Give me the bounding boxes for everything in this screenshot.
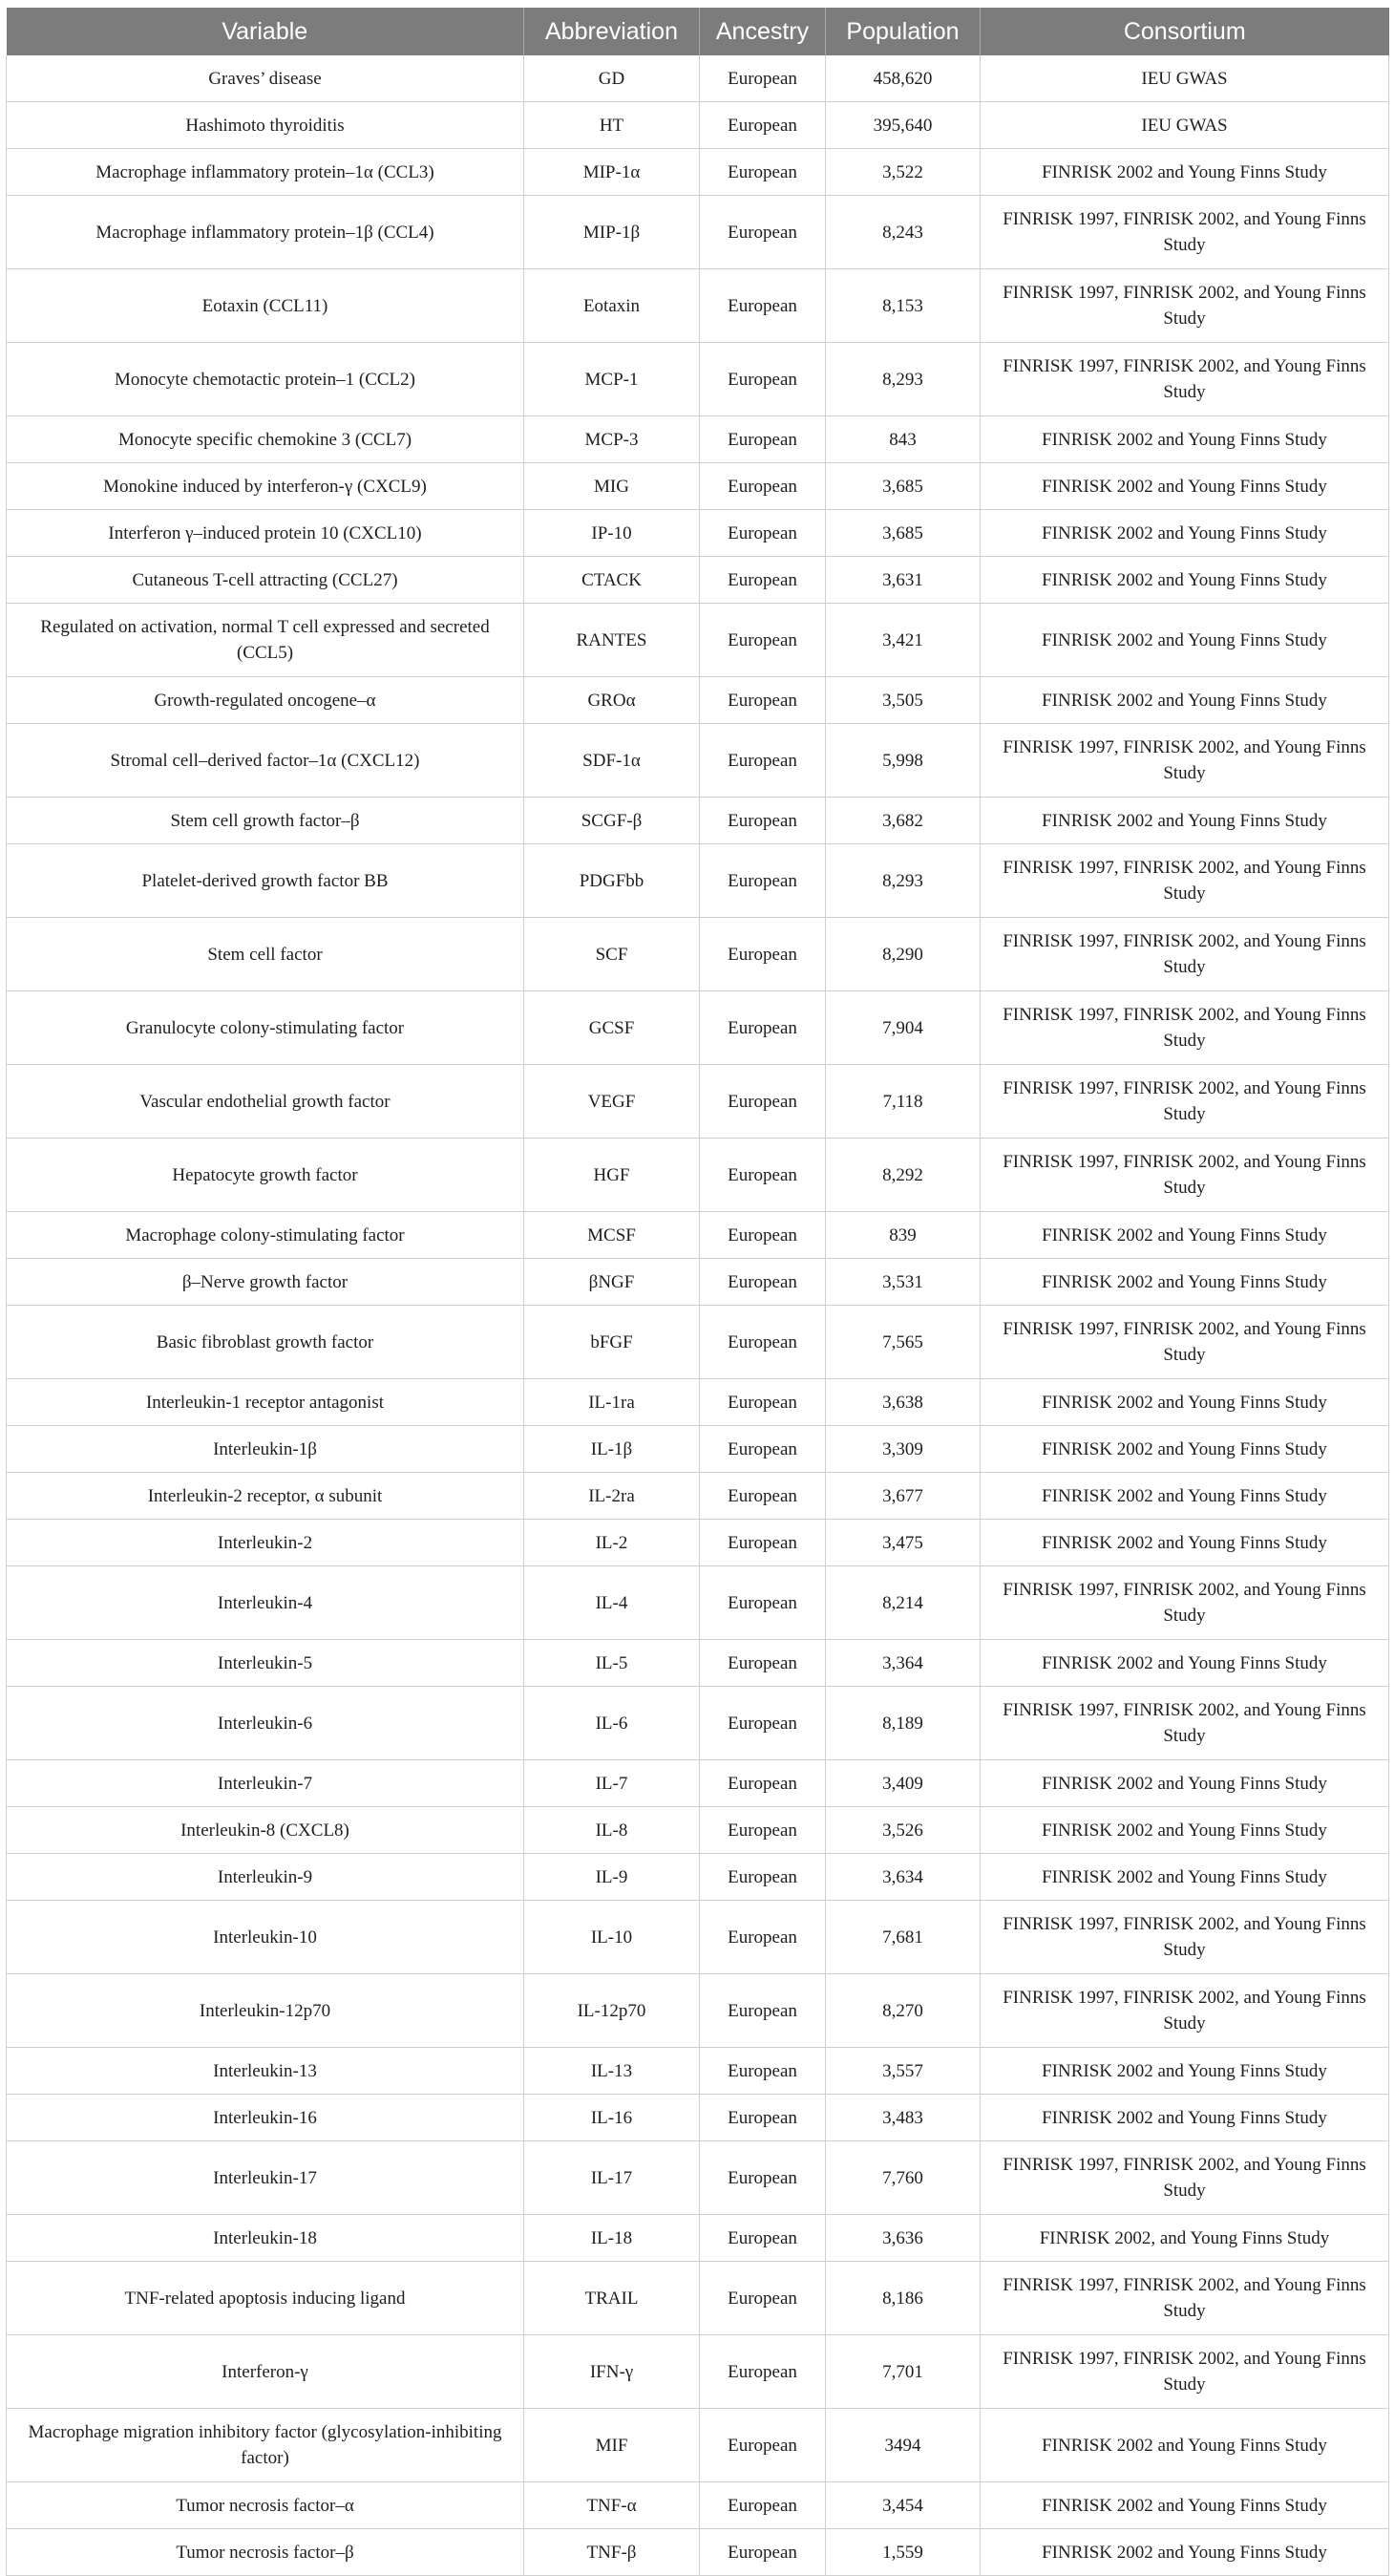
cell-consortium: FINRISK 2002 and Young Finns Study xyxy=(981,1259,1389,1306)
table-row xyxy=(7,1259,1389,1306)
table-row xyxy=(7,798,1389,844)
table-row xyxy=(7,918,1389,991)
cell-consortium: FINRISK 1997, FINRISK 2002, and Young Finns Study xyxy=(981,918,1389,991)
cell-abbreviation: MIF xyxy=(524,2409,700,2482)
cell-ancestry: European xyxy=(700,2048,826,2095)
table-row xyxy=(7,416,1389,463)
cell-abbreviation: MCP-3 xyxy=(524,416,700,463)
cell-consortium: FINRISK 2002 and Young Finns Study xyxy=(981,1760,1389,1807)
cell-ancestry: European xyxy=(700,1473,826,1520)
cell-consortium: FINRISK 2002 and Young Finns Study xyxy=(981,463,1389,510)
cell-population: 3,631 xyxy=(826,557,981,604)
cell-population: 3,634 xyxy=(826,1854,981,1901)
cell-population: 3,309 xyxy=(826,1426,981,1473)
cell-consortium: FINRISK 2002 and Young Finns Study xyxy=(981,1426,1389,1473)
table-row xyxy=(7,1854,1389,1901)
cell-abbreviation: Eotaxin xyxy=(524,269,700,343)
cell-consortium: FINRISK 1997, FINRISK 2002, and Young Finns Study xyxy=(981,343,1389,416)
cell-variable: Cutaneous T-cell attracting (CCL27) xyxy=(7,557,524,604)
cell-population: 3,421 xyxy=(826,604,981,677)
cell-abbreviation: PDGFbb xyxy=(524,844,700,918)
cell-ancestry: European xyxy=(700,604,826,677)
cell-population: 8,243 xyxy=(826,196,981,269)
cell-ancestry: European xyxy=(700,1212,826,1259)
cell-abbreviation: IL-4 xyxy=(524,1566,700,1640)
cell-variable: Platelet-derived growth factor BB xyxy=(7,844,524,918)
cell-abbreviation: HGF xyxy=(524,1139,700,1212)
cell-variable: Vascular endothelial growth factor xyxy=(7,1065,524,1139)
cell-ancestry: European xyxy=(700,2529,826,2576)
cell-consortium: FINRISK 1997, FINRISK 2002, and Young Finns Study xyxy=(981,2335,1389,2409)
cell-abbreviation: IL-17 xyxy=(524,2141,700,2215)
cell-abbreviation: IL-8 xyxy=(524,1807,700,1854)
cell-ancestry: European xyxy=(700,918,826,991)
table-row xyxy=(7,1807,1389,1854)
cell-variable: Monocyte specific chemokine 3 (CCL7) xyxy=(7,416,524,463)
table-row xyxy=(7,2409,1389,2482)
cell-abbreviation: IL-2 xyxy=(524,1520,700,1566)
table-row xyxy=(7,463,1389,510)
cell-abbreviation: SCGF-β xyxy=(524,798,700,844)
table-row xyxy=(7,844,1389,918)
table-row xyxy=(7,510,1389,557)
table-row xyxy=(7,2215,1389,2262)
cell-population: 3494 xyxy=(826,2409,981,2482)
cell-variable: Tumor necrosis factor–β xyxy=(7,2529,524,2576)
cell-variable: Interleukin-16 xyxy=(7,2095,524,2141)
cell-population: 3,636 xyxy=(826,2215,981,2262)
cell-consortium: FINRISK 1997, FINRISK 2002, and Young Finns Study xyxy=(981,991,1389,1065)
cell-variable: Stem cell growth factor–β xyxy=(7,798,524,844)
table-row xyxy=(7,2048,1389,2095)
cell-variable: Interleukin-5 xyxy=(7,1640,524,1687)
cell-variable: Stromal cell–derived factor–1α (CXCL12) xyxy=(7,724,524,798)
cell-consortium: FINRISK 1997, FINRISK 2002, and Young Finns Study xyxy=(981,196,1389,269)
cell-population: 8,189 xyxy=(826,1687,981,1760)
cell-population: 3,638 xyxy=(826,1379,981,1426)
cell-population: 7,681 xyxy=(826,1901,981,1974)
cell-consortium: FINRISK 2002 and Young Finns Study xyxy=(981,1212,1389,1259)
cell-variable: Regulated on activation, normal T cell expressed and secreted (CCL5) xyxy=(7,604,524,677)
cell-population: 7,760 xyxy=(826,2141,981,2215)
table-row xyxy=(7,196,1389,269)
cell-ancestry: European xyxy=(700,2141,826,2215)
cell-abbreviation: CTACK xyxy=(524,557,700,604)
cell-population: 7,904 xyxy=(826,991,981,1065)
cell-consortium: FINRISK 2002 and Young Finns Study xyxy=(981,510,1389,557)
cell-consortium: FINRISK 2002 and Young Finns Study xyxy=(981,557,1389,604)
cell-abbreviation: IL-1ra xyxy=(524,1379,700,1426)
table-row xyxy=(7,1520,1389,1566)
cell-population: 3,483 xyxy=(826,2095,981,2141)
table-row xyxy=(7,2262,1389,2335)
cell-abbreviation: bFGF xyxy=(524,1306,700,1379)
cell-population: 8,270 xyxy=(826,1974,981,2048)
cell-ancestry: European xyxy=(700,991,826,1065)
cell-abbreviation: IL-10 xyxy=(524,1901,700,1974)
cell-population: 3,454 xyxy=(826,2482,981,2529)
cell-consortium: FINRISK 1997, FINRISK 2002, and Young Finns Study xyxy=(981,2141,1389,2215)
cell-variable: Interferon-γ xyxy=(7,2335,524,2409)
cell-population: 1,559 xyxy=(826,2529,981,2576)
cell-variable: Interleukin-2 receptor, α subunit xyxy=(7,1473,524,1520)
cell-ancestry: European xyxy=(700,1760,826,1807)
cell-variable: Stem cell factor xyxy=(7,918,524,991)
header-ancestry: Ancestry xyxy=(700,8,826,55)
cell-variable: Graves’ disease xyxy=(7,55,524,102)
cell-ancestry: European xyxy=(700,2482,826,2529)
cell-ancestry: European xyxy=(700,1520,826,1566)
table-row xyxy=(7,1306,1389,1379)
cell-variable: Interleukin-18 xyxy=(7,2215,524,2262)
cell-population: 3,685 xyxy=(826,510,981,557)
cell-abbreviation: IL-12p70 xyxy=(524,1974,700,2048)
cell-consortium: FINRISK 2002, and Young Finns Study xyxy=(981,2215,1389,2262)
cell-ancestry: European xyxy=(700,510,826,557)
cell-consortium: FINRISK 2002 and Young Finns Study xyxy=(981,1379,1389,1426)
cell-ancestry: European xyxy=(700,55,826,102)
cell-variable: Monocyte chemotactic protein–1 (CCL2) xyxy=(7,343,524,416)
cell-variable: Interleukin-6 xyxy=(7,1687,524,1760)
cell-population: 3,526 xyxy=(826,1807,981,1854)
table-row xyxy=(7,1687,1389,1760)
cell-population: 8,153 xyxy=(826,269,981,343)
cell-population: 3,677 xyxy=(826,1473,981,1520)
cell-ancestry: European xyxy=(700,1687,826,1760)
cell-consortium: FINRISK 2002 and Young Finns Study xyxy=(981,1520,1389,1566)
cell-abbreviation: IL-9 xyxy=(524,1854,700,1901)
cell-population: 7,565 xyxy=(826,1306,981,1379)
table-row xyxy=(7,1065,1389,1139)
table-row xyxy=(7,1901,1389,1974)
cell-consortium: FINRISK 2002 and Young Finns Study xyxy=(981,677,1389,724)
cell-variable: β–Nerve growth factor xyxy=(7,1259,524,1306)
cell-consortium: FINRISK 1997, FINRISK 2002, and Young Finns Study xyxy=(981,1566,1389,1640)
cell-variable: Interleukin-2 xyxy=(7,1520,524,1566)
cell-population: 7,118 xyxy=(826,1065,981,1139)
table-row xyxy=(7,1379,1389,1426)
table-row xyxy=(7,1212,1389,1259)
cell-variable: Interleukin-8 (CXCL8) xyxy=(7,1807,524,1854)
cell-population: 3,557 xyxy=(826,2048,981,2095)
cell-consortium: FINRISK 2002 and Young Finns Study xyxy=(981,1807,1389,1854)
table-row xyxy=(7,1426,1389,1473)
cell-consortium: FINRISK 2002 and Young Finns Study xyxy=(981,2048,1389,2095)
cell-ancestry: European xyxy=(700,2095,826,2141)
table-row xyxy=(7,2095,1389,2141)
cell-population: 3,682 xyxy=(826,798,981,844)
cell-ancestry: European xyxy=(700,1259,826,1306)
cell-consortium: IEU GWAS xyxy=(981,102,1389,149)
cell-ancestry: European xyxy=(700,1901,826,1974)
cell-variable: Tumor necrosis factor–α xyxy=(7,2482,524,2529)
cell-population: 3,522 xyxy=(826,149,981,196)
cell-consortium: FINRISK 1997, FINRISK 2002, and Young Finns Study xyxy=(981,1974,1389,2048)
cell-ancestry: European xyxy=(700,1139,826,1212)
cell-population: 7,701 xyxy=(826,2335,981,2409)
table-row xyxy=(7,343,1389,416)
cell-variable: Eotaxin (CCL11) xyxy=(7,269,524,343)
header-variable: Variable xyxy=(7,8,524,55)
table-row xyxy=(7,1566,1389,1640)
cell-ancestry: European xyxy=(700,2409,826,2482)
header-row xyxy=(7,8,1389,55)
cell-population: 843 xyxy=(826,416,981,463)
cell-consortium: FINRISK 1997, FINRISK 2002, and Young Finns Study xyxy=(981,2262,1389,2335)
cell-consortium: FINRISK 2002 and Young Finns Study xyxy=(981,1854,1389,1901)
cell-consortium: FINRISK 1997, FINRISK 2002, and Young Finns Study xyxy=(981,1139,1389,1212)
cell-abbreviation: IL-7 xyxy=(524,1760,700,1807)
cell-ancestry: European xyxy=(700,1379,826,1426)
cell-variable: Interleukin-1 receptor antagonist xyxy=(7,1379,524,1426)
cell-population: 8,290 xyxy=(826,918,981,991)
table-row xyxy=(7,1974,1389,2048)
cell-abbreviation: IL-5 xyxy=(524,1640,700,1687)
cell-ancestry: European xyxy=(700,196,826,269)
cell-abbreviation: RANTES xyxy=(524,604,700,677)
cell-ancestry: European xyxy=(700,416,826,463)
cell-ancestry: European xyxy=(700,724,826,798)
cell-consortium: FINRISK 1997, FINRISK 2002, and Young Finns Study xyxy=(981,269,1389,343)
table-row xyxy=(7,149,1389,196)
cell-ancestry: European xyxy=(700,1854,826,1901)
cell-abbreviation: MIP-1α xyxy=(524,149,700,196)
cell-population: 839 xyxy=(826,1212,981,1259)
data-table xyxy=(6,8,1389,2576)
cell-abbreviation: IL-2ra xyxy=(524,1473,700,1520)
table-row xyxy=(7,2482,1389,2529)
cell-consortium: FINRISK 2002 and Young Finns Study xyxy=(981,2529,1389,2576)
cell-abbreviation: HT xyxy=(524,102,700,149)
table-body xyxy=(7,55,1389,2576)
table-row xyxy=(7,2335,1389,2409)
cell-consortium: FINRISK 2002 and Young Finns Study xyxy=(981,2095,1389,2141)
cell-ancestry: European xyxy=(700,1065,826,1139)
cell-abbreviation: TNF-β xyxy=(524,2529,700,2576)
cell-ancestry: European xyxy=(700,2262,826,2335)
cell-consortium: FINRISK 2002 and Young Finns Study xyxy=(981,149,1389,196)
cell-consortium: FINRISK 2002 and Young Finns Study xyxy=(981,2409,1389,2482)
cell-population: 8,293 xyxy=(826,343,981,416)
cell-ancestry: European xyxy=(700,269,826,343)
cell-abbreviation: SDF-1α xyxy=(524,724,700,798)
cell-consortium: FINRISK 1997, FINRISK 2002, and Young Finns Study xyxy=(981,724,1389,798)
cell-abbreviation: βNGF xyxy=(524,1259,700,1306)
cell-ancestry: European xyxy=(700,1974,826,2048)
table-row xyxy=(7,991,1389,1065)
cell-variable: Interleukin-7 xyxy=(7,1760,524,1807)
cell-abbreviation: GROα xyxy=(524,677,700,724)
cell-abbreviation: VEGF xyxy=(524,1065,700,1139)
cell-variable: Interleukin-17 xyxy=(7,2141,524,2215)
table-row xyxy=(7,604,1389,677)
cell-variable: Interleukin-4 xyxy=(7,1566,524,1640)
cell-abbreviation: MCP-1 xyxy=(524,343,700,416)
table-row xyxy=(7,1139,1389,1212)
cell-consortium: FINRISK 1997, FINRISK 2002, and Young Finns Study xyxy=(981,1065,1389,1139)
cell-abbreviation: IL-13 xyxy=(524,2048,700,2095)
cell-abbreviation: GCSF xyxy=(524,991,700,1065)
cell-ancestry: European xyxy=(700,844,826,918)
cell-ancestry: European xyxy=(700,677,826,724)
cell-variable: Monokine induced by interferon-γ (CXCL9) xyxy=(7,463,524,510)
cell-ancestry: European xyxy=(700,149,826,196)
cell-population: 458,620 xyxy=(826,55,981,102)
cell-variable: Macrophage colony-stimulating factor xyxy=(7,1212,524,1259)
cell-variable: Macrophage migration inhibitory factor (glycosylation-inhibiting factor) xyxy=(7,2409,524,2482)
header-consortium: Consortium xyxy=(981,8,1389,55)
cell-population: 395,640 xyxy=(826,102,981,149)
cell-abbreviation: MIP-1β xyxy=(524,196,700,269)
cell-abbreviation: IL-6 xyxy=(524,1687,700,1760)
table-row xyxy=(7,677,1389,724)
cell-population: 8,186 xyxy=(826,2262,981,2335)
table-row xyxy=(7,55,1389,102)
table-row xyxy=(7,269,1389,343)
cell-ancestry: European xyxy=(700,1566,826,1640)
cell-ancestry: European xyxy=(700,1306,826,1379)
cell-variable: Basic fibroblast growth factor xyxy=(7,1306,524,1379)
cell-abbreviation: SCF xyxy=(524,918,700,991)
cell-consortium: IEU GWAS xyxy=(981,55,1389,102)
cell-variable: Macrophage inflammatory protein–1α (CCL3) xyxy=(7,149,524,196)
cell-population: 5,998 xyxy=(826,724,981,798)
cell-consortium: FINRISK 2002 and Young Finns Study xyxy=(981,2482,1389,2529)
cell-variable: Interleukin-13 xyxy=(7,2048,524,2095)
cell-abbreviation: TRAIL xyxy=(524,2262,700,2335)
table-row xyxy=(7,2141,1389,2215)
table-row xyxy=(7,2529,1389,2576)
cell-abbreviation: MIG xyxy=(524,463,700,510)
cell-population: 8,214 xyxy=(826,1566,981,1640)
cell-population: 8,292 xyxy=(826,1139,981,1212)
cell-variable: TNF-related apoptosis inducing ligand xyxy=(7,2262,524,2335)
cell-consortium: FINRISK 2002 and Young Finns Study xyxy=(981,604,1389,677)
cell-abbreviation: IL-16 xyxy=(524,2095,700,2141)
cell-abbreviation: IL-1β xyxy=(524,1426,700,1473)
header-abbreviation: Abbreviation xyxy=(524,8,700,55)
cell-population: 3,505 xyxy=(826,677,981,724)
cell-variable: Hepatocyte growth factor xyxy=(7,1139,524,1212)
cell-ancestry: European xyxy=(700,798,826,844)
cell-variable: Growth-regulated oncogene–α xyxy=(7,677,524,724)
cell-variable: Hashimoto thyroiditis xyxy=(7,102,524,149)
cell-consortium: FINRISK 2002 and Young Finns Study xyxy=(981,1640,1389,1687)
table-row xyxy=(7,1640,1389,1687)
cell-ancestry: European xyxy=(700,1807,826,1854)
cell-population: 3,409 xyxy=(826,1760,981,1807)
cell-ancestry: European xyxy=(700,463,826,510)
cell-consortium: FINRISK 1997, FINRISK 2002, and Young Finns Study xyxy=(981,844,1389,918)
table-row xyxy=(7,1473,1389,1520)
cell-ancestry: European xyxy=(700,2215,826,2262)
cell-abbreviation: GD xyxy=(524,55,700,102)
cell-population: 8,293 xyxy=(826,844,981,918)
cell-population: 3,685 xyxy=(826,463,981,510)
cell-ancestry: European xyxy=(700,343,826,416)
cell-abbreviation: TNF-α xyxy=(524,2482,700,2529)
table-row xyxy=(7,557,1389,604)
cell-ancestry: European xyxy=(700,102,826,149)
cell-variable: Interleukin-10 xyxy=(7,1901,524,1974)
cell-ancestry: European xyxy=(700,1640,826,1687)
cell-variable: Granulocyte colony-stimulating factor xyxy=(7,991,524,1065)
cell-variable: Interleukin-12p70 xyxy=(7,1974,524,2048)
cell-abbreviation: MCSF xyxy=(524,1212,700,1259)
cell-abbreviation: IP-10 xyxy=(524,510,700,557)
cell-consortium: FINRISK 1997, FINRISK 2002, and Young Finns Study xyxy=(981,1901,1389,1974)
cell-population: 3,475 xyxy=(826,1520,981,1566)
cell-consortium: FINRISK 1997, FINRISK 2002, and Young Finns Study xyxy=(981,1306,1389,1379)
cell-abbreviation: IFN-γ xyxy=(524,2335,700,2409)
header-population: Population xyxy=(826,8,981,55)
table-header xyxy=(7,8,1389,55)
cell-consortium: FINRISK 2002 and Young Finns Study xyxy=(981,1473,1389,1520)
cell-population: 3,531 xyxy=(826,1259,981,1306)
cell-variable: Interleukin-9 xyxy=(7,1854,524,1901)
cell-ancestry: European xyxy=(700,1426,826,1473)
cell-population: 3,364 xyxy=(826,1640,981,1687)
cell-consortium: FINRISK 1997, FINRISK 2002, and Young Finns Study xyxy=(981,1687,1389,1760)
cell-consortium: FINRISK 2002 and Young Finns Study xyxy=(981,798,1389,844)
cell-variable: Interleukin-1β xyxy=(7,1426,524,1473)
cell-consortium: FINRISK 2002 and Young Finns Study xyxy=(981,416,1389,463)
cell-variable: Macrophage inflammatory protein–1β (CCL4) xyxy=(7,196,524,269)
cell-ancestry: European xyxy=(700,557,826,604)
cell-ancestry: European xyxy=(700,2335,826,2409)
table-row xyxy=(7,102,1389,149)
cell-variable: Interferon γ–induced protein 10 (CXCL10) xyxy=(7,510,524,557)
table-row xyxy=(7,1760,1389,1807)
table-row xyxy=(7,724,1389,798)
cell-abbreviation: IL-18 xyxy=(524,2215,700,2262)
